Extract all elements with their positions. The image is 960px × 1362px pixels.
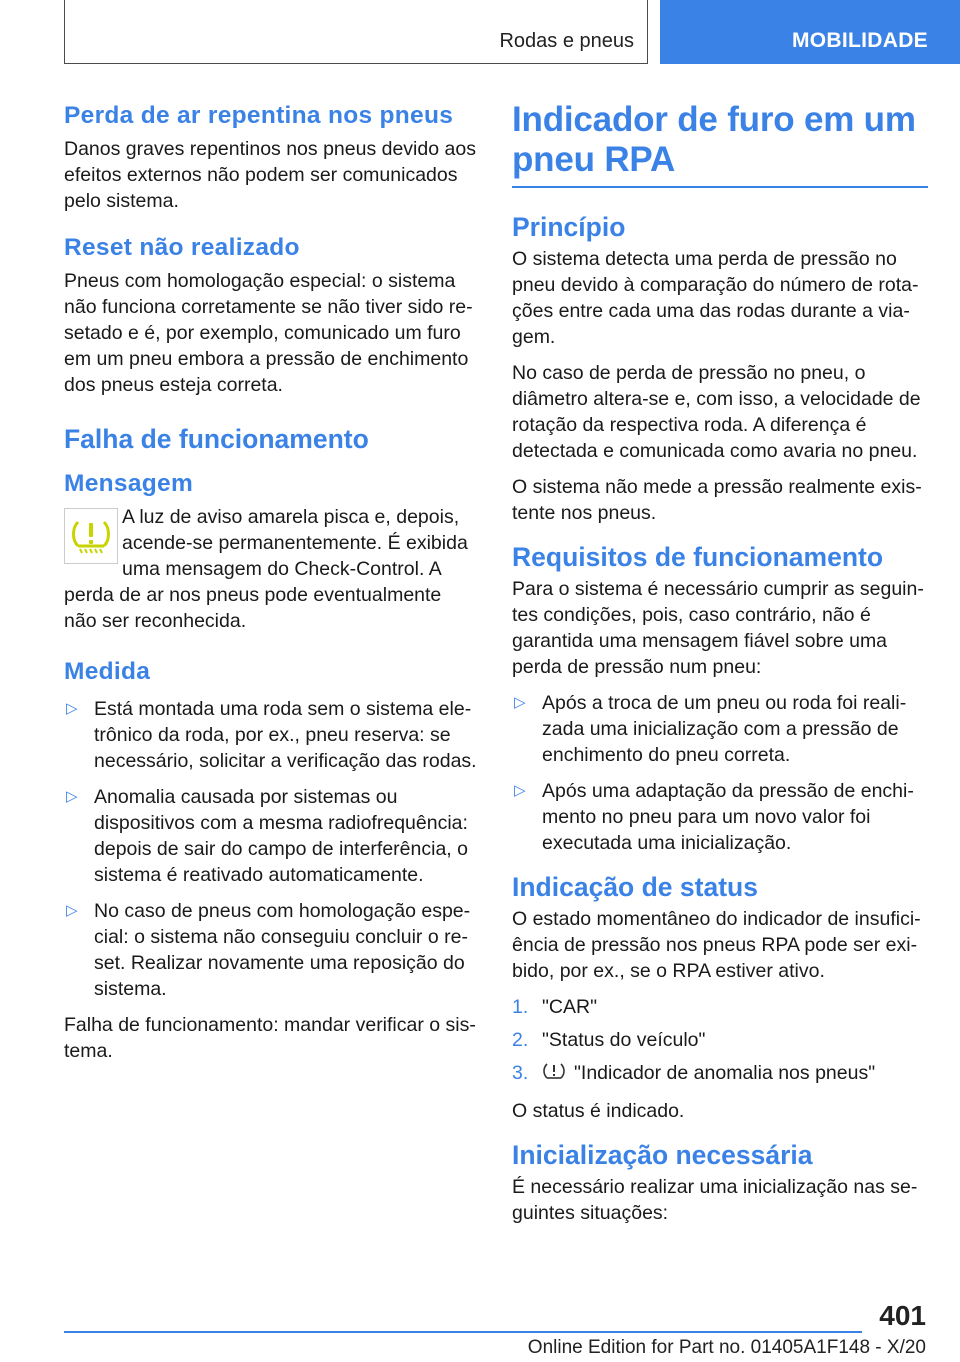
requisitos-list	[512, 690, 928, 856]
list-item: ▷ Está montada uma roda sem o sistema eletrônico da roda, por ex., pneu reserva: se necessário, solicitar a verificação das rodas.	[66, 698, 477, 772]
page-number: 401	[879, 1300, 926, 1331]
footer-divider	[64, 1331, 862, 1333]
list-item: 2. "Status do veículo"	[512, 1029, 706, 1051]
tire-pressure-icon	[542, 1061, 566, 1090]
heading-indicacao-status: Indicação de status	[512, 872, 758, 902]
list-item: ▷ Anomalia causada por sistemas ou dispositivos com a mesma radiofrequência: depois de sair do campo de interferência, o sistema é reativado automaticamente.	[66, 786, 468, 886]
heading-mensagem: Mensagem	[64, 470, 194, 497]
paragraph-principio-1: O sistema detecta uma perda de pressão no pneu devido à comparação do número de rotações entre cada uma das rodas durante a viagem.	[512, 248, 919, 348]
left-column	[64, 100, 478, 1074]
heading-indicador-furo: Indicador de furo em um pneu RPA	[512, 100, 928, 188]
list-item: ▷ No caso de pneus com homologação especial: o sistema não conseguiu concluir o reset. Realizar novamente uma reposição do sistema.	[66, 900, 471, 1000]
triangle-right-icon: ▷	[514, 782, 526, 799]
paragraph-principio-3: O sistema não mede a pressão realmente existente nos pneus.	[512, 476, 922, 524]
tire-pressure-warning-icon	[64, 508, 118, 564]
steps-list	[512, 994, 928, 1090]
list-item: 3. "Indicador de anomalia nos pneus"	[512, 1060, 928, 1090]
list-item: ▷ Após uma adaptação da pressão de enchimento no pneu para um novo valor foi executada uma inicialização.	[514, 780, 914, 854]
paragraph-indicacao: O estado momentâneo do indicador de insuficiência de pressão nos pneus RPA pode ser exibido, por ex., se o RPA estiver ativo.	[512, 908, 921, 982]
triangle-right-icon: ▷	[66, 902, 78, 919]
paragraph-status-indicado: O status é indicado.	[512, 1100, 685, 1122]
medida-list	[64, 696, 478, 1002]
paragraph-inicializacao: É necessário realizar uma inicialização nas seguintes situações:	[512, 1176, 918, 1224]
heading-requisitos: Requisitos de funcionamento	[512, 542, 884, 572]
list-item: ▷ Após a troca de um pneu ou roda foi realizada uma inicialização com a pressão de enchimento do pneu correta.	[514, 692, 907, 766]
heading-reset: Reset não realizado	[64, 234, 300, 261]
heading-perda-de-ar: Perda de ar repentina nos pneus	[64, 102, 454, 129]
right-column	[512, 100, 928, 1236]
header-section-label: MOBILIDADE	[792, 29, 928, 52]
paragraph-mensagem: A luz de aviso amarela pisca e, depois, acende-se permanentemente. É exibida uma mensagem do Check-Control. A perda de ar nos pneus pode eventualmente não ser reconhecida.	[64, 506, 468, 632]
triangle-right-icon: ▷	[66, 788, 78, 805]
heading-principio: Princípio	[512, 212, 626, 242]
paragraph-reset: Pneus com homologação especial: o sistema não funciona corretamente se não tiver sido resetado e é, por exemplo, comunicado um furo em um pneu embora a pressão de enchimento dos pneus esteja correta.	[64, 270, 473, 396]
heading-falha: Falha de funcionamento	[64, 424, 369, 454]
footer-edition: Online Edition for Part no. 01405A1F148 - X/20	[527, 1337, 926, 1358]
paragraph-principio-2: No caso de perda de pressão no pneu, o diâmetro altera-se e, com isso, a velocidade de rotação da respectiva roda. A diferença é detectada e comunicada como avaria no pneu.	[512, 362, 921, 462]
paragraph-requisitos: Para o sistema é necessário cumprir as seguintes condições, pois, caso contrário, não é garantida uma mensagem fiável sobre uma perda de pressão num pneu:	[512, 578, 924, 678]
triangle-right-icon: ▷	[514, 694, 526, 711]
list-item: 1. "CAR"	[512, 996, 598, 1018]
heading-medida: Medida	[64, 658, 151, 685]
heading-inicializacao: Inicialização necessária	[512, 1140, 813, 1170]
paragraph-falha-final: Falha de funcionamento: mandar verificar o sistema.	[64, 1014, 476, 1062]
warning-block	[64, 504, 478, 634]
paragraph-perda-de-ar: Danos graves repentinos nos pneus devido aos efeitos externos não podem ser comunicados pelo sistema.	[64, 138, 476, 212]
header-chapter-title: Rodas e pneus	[499, 30, 634, 52]
header-section-tab	[660, 0, 960, 64]
triangle-right-icon: ▷	[66, 700, 78, 717]
